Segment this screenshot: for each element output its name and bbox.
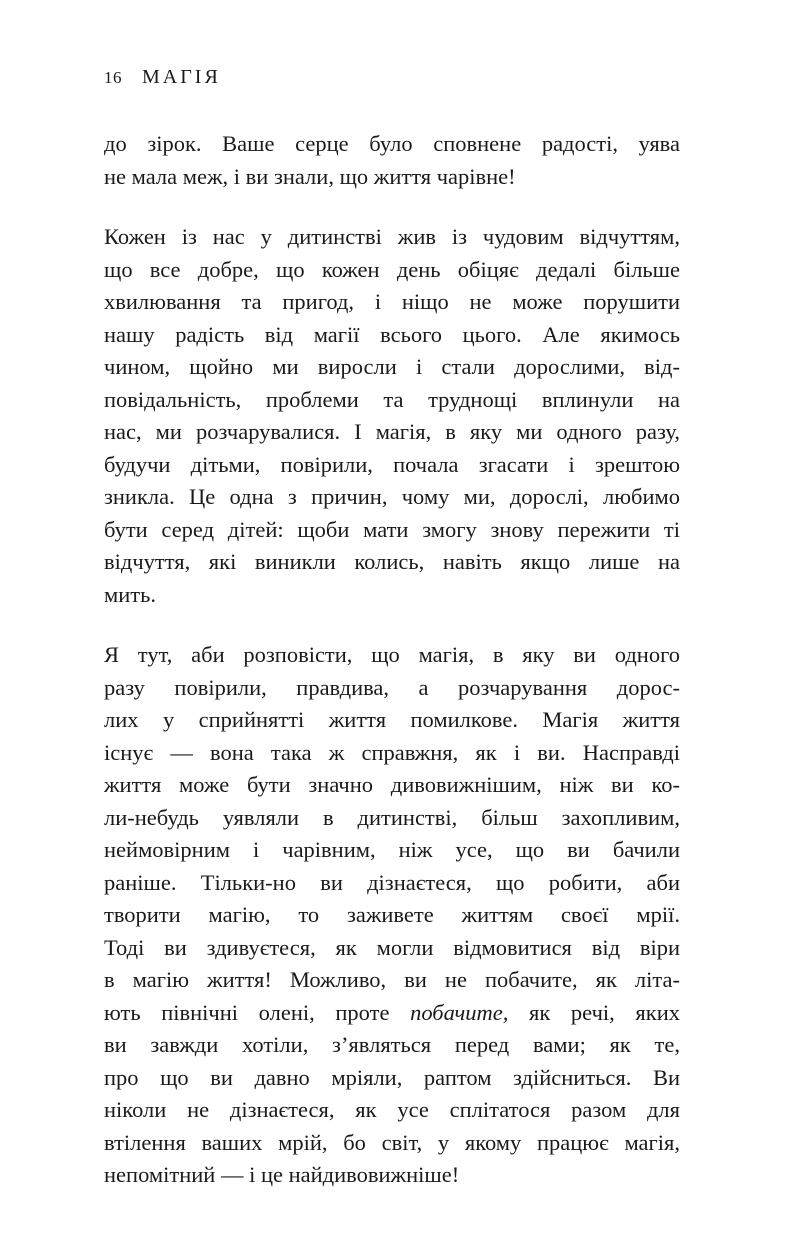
text-line: зникла. Це одна з причин, чому ми, дорослі, любимо bbox=[104, 484, 680, 509]
text-line: нашу радість від магії всього цього. Але якимось bbox=[104, 321, 680, 347]
text-line: ніколи не дізнаєтеся, як усе сплітатося разом для bbox=[104, 1097, 680, 1122]
text-line: непомітний — і це найдивовижніше! bbox=[104, 1162, 460, 1187]
text-line: разу повірили, правдива, а розчарування дорос- bbox=[104, 674, 680, 700]
paragraph-2 bbox=[104, 221, 680, 611]
paragraph-3 bbox=[104, 639, 680, 1192]
text-line: Кожен із нас у дитинстві жив із чудовим відчуттям, bbox=[104, 224, 680, 249]
text-line-with-emphasis bbox=[104, 997, 680, 1030]
book-title: МАГІЯ bbox=[142, 66, 221, 88]
emphasized-word: побачите, bbox=[410, 999, 509, 1025]
line-segment: ють північні олені, проте bbox=[104, 999, 411, 1025]
text-line: життя може бути значно дивовижнішим, ніж ви ко- bbox=[104, 772, 680, 797]
text-line: творити магію, то заживете життям своєї мрії. bbox=[104, 902, 680, 927]
text-line: бути серед дітей: щоби мати змогу знову пережити ті bbox=[104, 516, 680, 542]
text-line: ви завжди хотіли, з’являться перед вами; як те, bbox=[104, 1032, 680, 1057]
text-line: до зірок. Ваше серце було сповнене радості, уява bbox=[104, 131, 680, 156]
paragraph-1 bbox=[104, 128, 680, 193]
body-text bbox=[104, 128, 680, 1220]
text-line: раніше. Тільки-но ви дізнаєтеся, що робити, аби bbox=[104, 869, 680, 895]
text-line: втілення ваших мрій, бо світ, у якому працює магія, bbox=[104, 1129, 680, 1155]
line-segment: як речі, яких bbox=[508, 999, 680, 1025]
text-line: не мала меж, і ви знали, що життя чарівне! bbox=[104, 163, 516, 189]
text-line: відчуття, які виникли колись, навіть якщо лише на bbox=[104, 549, 680, 574]
text-line: неймовірним і чарівним, ніж усе, що ви бачили bbox=[104, 837, 680, 862]
text-line: лих у сприйнятті життя помилкове. Магія життя bbox=[104, 707, 680, 732]
text-line: що все добре, що кожен день обіцяє дедалі більше bbox=[104, 256, 680, 282]
text-line: повідальність, проблеми та труднощі вплинули на bbox=[104, 386, 680, 412]
text-line: мить. bbox=[104, 581, 156, 607]
text-line: нас, ми розчарувалися. І магія, в яку ми одного разу, bbox=[104, 419, 680, 444]
page-number: 16 bbox=[104, 68, 122, 87]
text-line: про що ви давно мріяли, раптом здійсниться. Ви bbox=[104, 1064, 680, 1090]
text-line: Тоді ви здивуєтеся, як могли відмовитися від віри bbox=[104, 934, 680, 960]
text-line: ли-небудь уявляли в дитинстві, більш захопливим, bbox=[104, 804, 680, 830]
text-line: Я тут, аби розповісти, що магія, в яку ви одного bbox=[104, 642, 680, 667]
text-line: хвилювання та пригод, і ніщо не може порушити bbox=[104, 289, 680, 314]
running-head bbox=[104, 66, 221, 92]
text-line: чином, щойно ми виросли і стали дорослими, від- bbox=[104, 354, 680, 379]
text-line: в магію життя! Можливо, ви не побачите, як літа- bbox=[104, 967, 680, 992]
text-line: будучи дітьми, повірили, почала згасати і зрештою bbox=[104, 451, 680, 477]
text-line: існує — вона така ж справжня, як і ви. Насправді bbox=[104, 739, 680, 765]
